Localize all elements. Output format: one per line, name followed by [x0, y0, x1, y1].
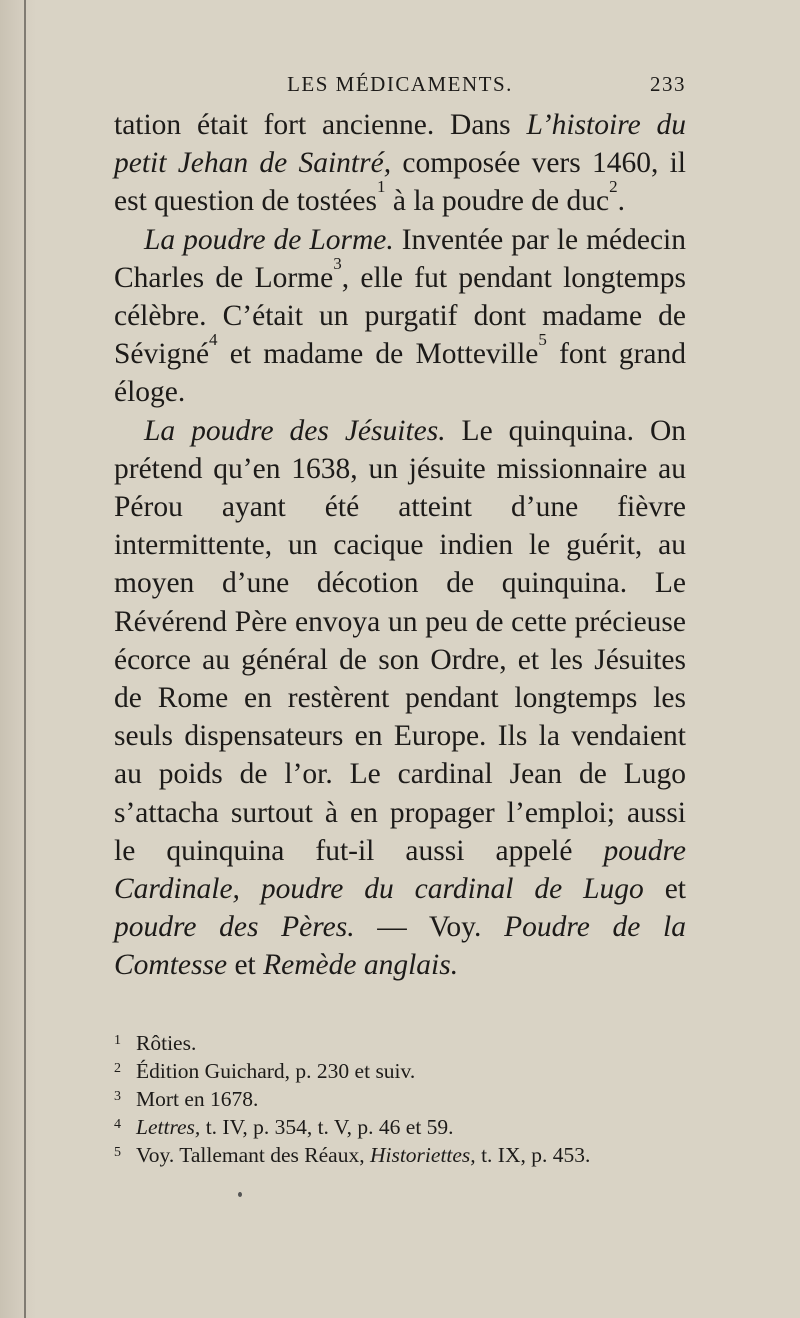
footnote-number: 3: [114, 1088, 121, 1104]
footnote: [114, 1141, 686, 1169]
text-segment: à la poudre de duc: [385, 185, 610, 218]
footnote: [114, 1029, 686, 1057]
italic-text: Poudre de la Comtesse: [114, 911, 686, 982]
italic-text: La poudre des Jésuites.: [144, 414, 446, 447]
book-gutter: [0, 0, 36, 1318]
book-page: [114, 60, 686, 1260]
text-segment: et madame de Motteville: [217, 338, 539, 371]
footnote-text: t. IV, p. 354, t. V, p. 46 et 59.: [200, 1114, 454, 1139]
text-segment: — Voy.: [354, 911, 505, 944]
text-segment: tation était fort ancienne. Dans: [114, 109, 527, 141]
italic-text: poudre Cardinale, poudre du cardinal de Lugo: [114, 834, 686, 906]
footnote-text: Rôties.: [136, 1030, 197, 1055]
text-segment: , elle fut pendant longtemps célèbre. C’était un purgatif dont madame de Sévigné: [114, 261, 686, 371]
paragraph: [114, 412, 686, 985]
text-segment: Inventée par le médecin Charles de Lorme: [114, 223, 686, 294]
footnote-number: 4: [114, 1116, 121, 1132]
footnote-ref: 5: [538, 330, 547, 350]
paper-speck: [238, 1192, 242, 1197]
paragraph: [114, 221, 686, 412]
footnote-ref: 1: [377, 177, 386, 197]
body-text: [114, 106, 686, 985]
footnote-text: Mort en 1678.: [136, 1086, 259, 1111]
footnote-text: t. IX, p. 453.: [475, 1142, 591, 1167]
footnotes: [114, 1029, 686, 1169]
italic-text: L’histoire du petit Jehan de Saintré,: [114, 109, 687, 180]
footnote-ref: 3: [333, 253, 342, 273]
running-title: LES MÉDICAMENTS.: [287, 72, 513, 96]
footnote-ref: 4: [209, 330, 218, 350]
footnote: [114, 1057, 686, 1085]
footnote: [114, 1085, 686, 1113]
italic-text: Remède anglais.: [263, 949, 459, 982]
text-segment: .: [617, 185, 625, 218]
footnote-number: 1: [114, 1032, 121, 1048]
footnote-italic-text: Lettres,: [136, 1114, 201, 1139]
footnote: [114, 1113, 686, 1141]
text-segment: font grand éloge.: [114, 338, 686, 409]
text-segment: et: [643, 873, 686, 906]
running-head: [114, 60, 686, 106]
footnote-number: 2: [114, 1060, 121, 1076]
footnote-text: Voy. Tallemant des Réaux,: [136, 1142, 370, 1167]
paragraph: [114, 106, 686, 221]
text-segment: composée vers 1460, il est question de tostées: [114, 147, 687, 218]
footnote-italic-text: Historiettes,: [369, 1142, 476, 1167]
binding-edge: [24, 0, 26, 1318]
text-segment: et: [227, 949, 264, 982]
text-segment: Le quinquina. On prétend qu’en 1638, un jésuite missionnaire au Pérou ayant été atteint d’une fièvre intermittente, un cacique indien le guérit, au moyen d’une décotion de quinquina. Le Révérend Père envoya un peu de cette précieuse écorce au général de son Ordre, et les Jésuites de Rome en restèrent pendant longtemps les seuls dispensateurs en Europe. Ils la vendaient au poids de l’or. Le cardinal Jean de Lugo s’attacha surtout à en propager l’emploi; aussi le quinquina fut-il aussi appelé: [114, 414, 686, 867]
footnote-ref: 2: [609, 177, 618, 197]
footnote-text: Édition Guichard, p. 230 et suiv.: [136, 1058, 416, 1083]
page-number: 233: [650, 72, 686, 96]
footnote-number: 5: [114, 1144, 121, 1160]
italic-text: poudre des Pères.: [114, 911, 355, 944]
italic-text: La poudre de Lorme.: [144, 223, 394, 256]
